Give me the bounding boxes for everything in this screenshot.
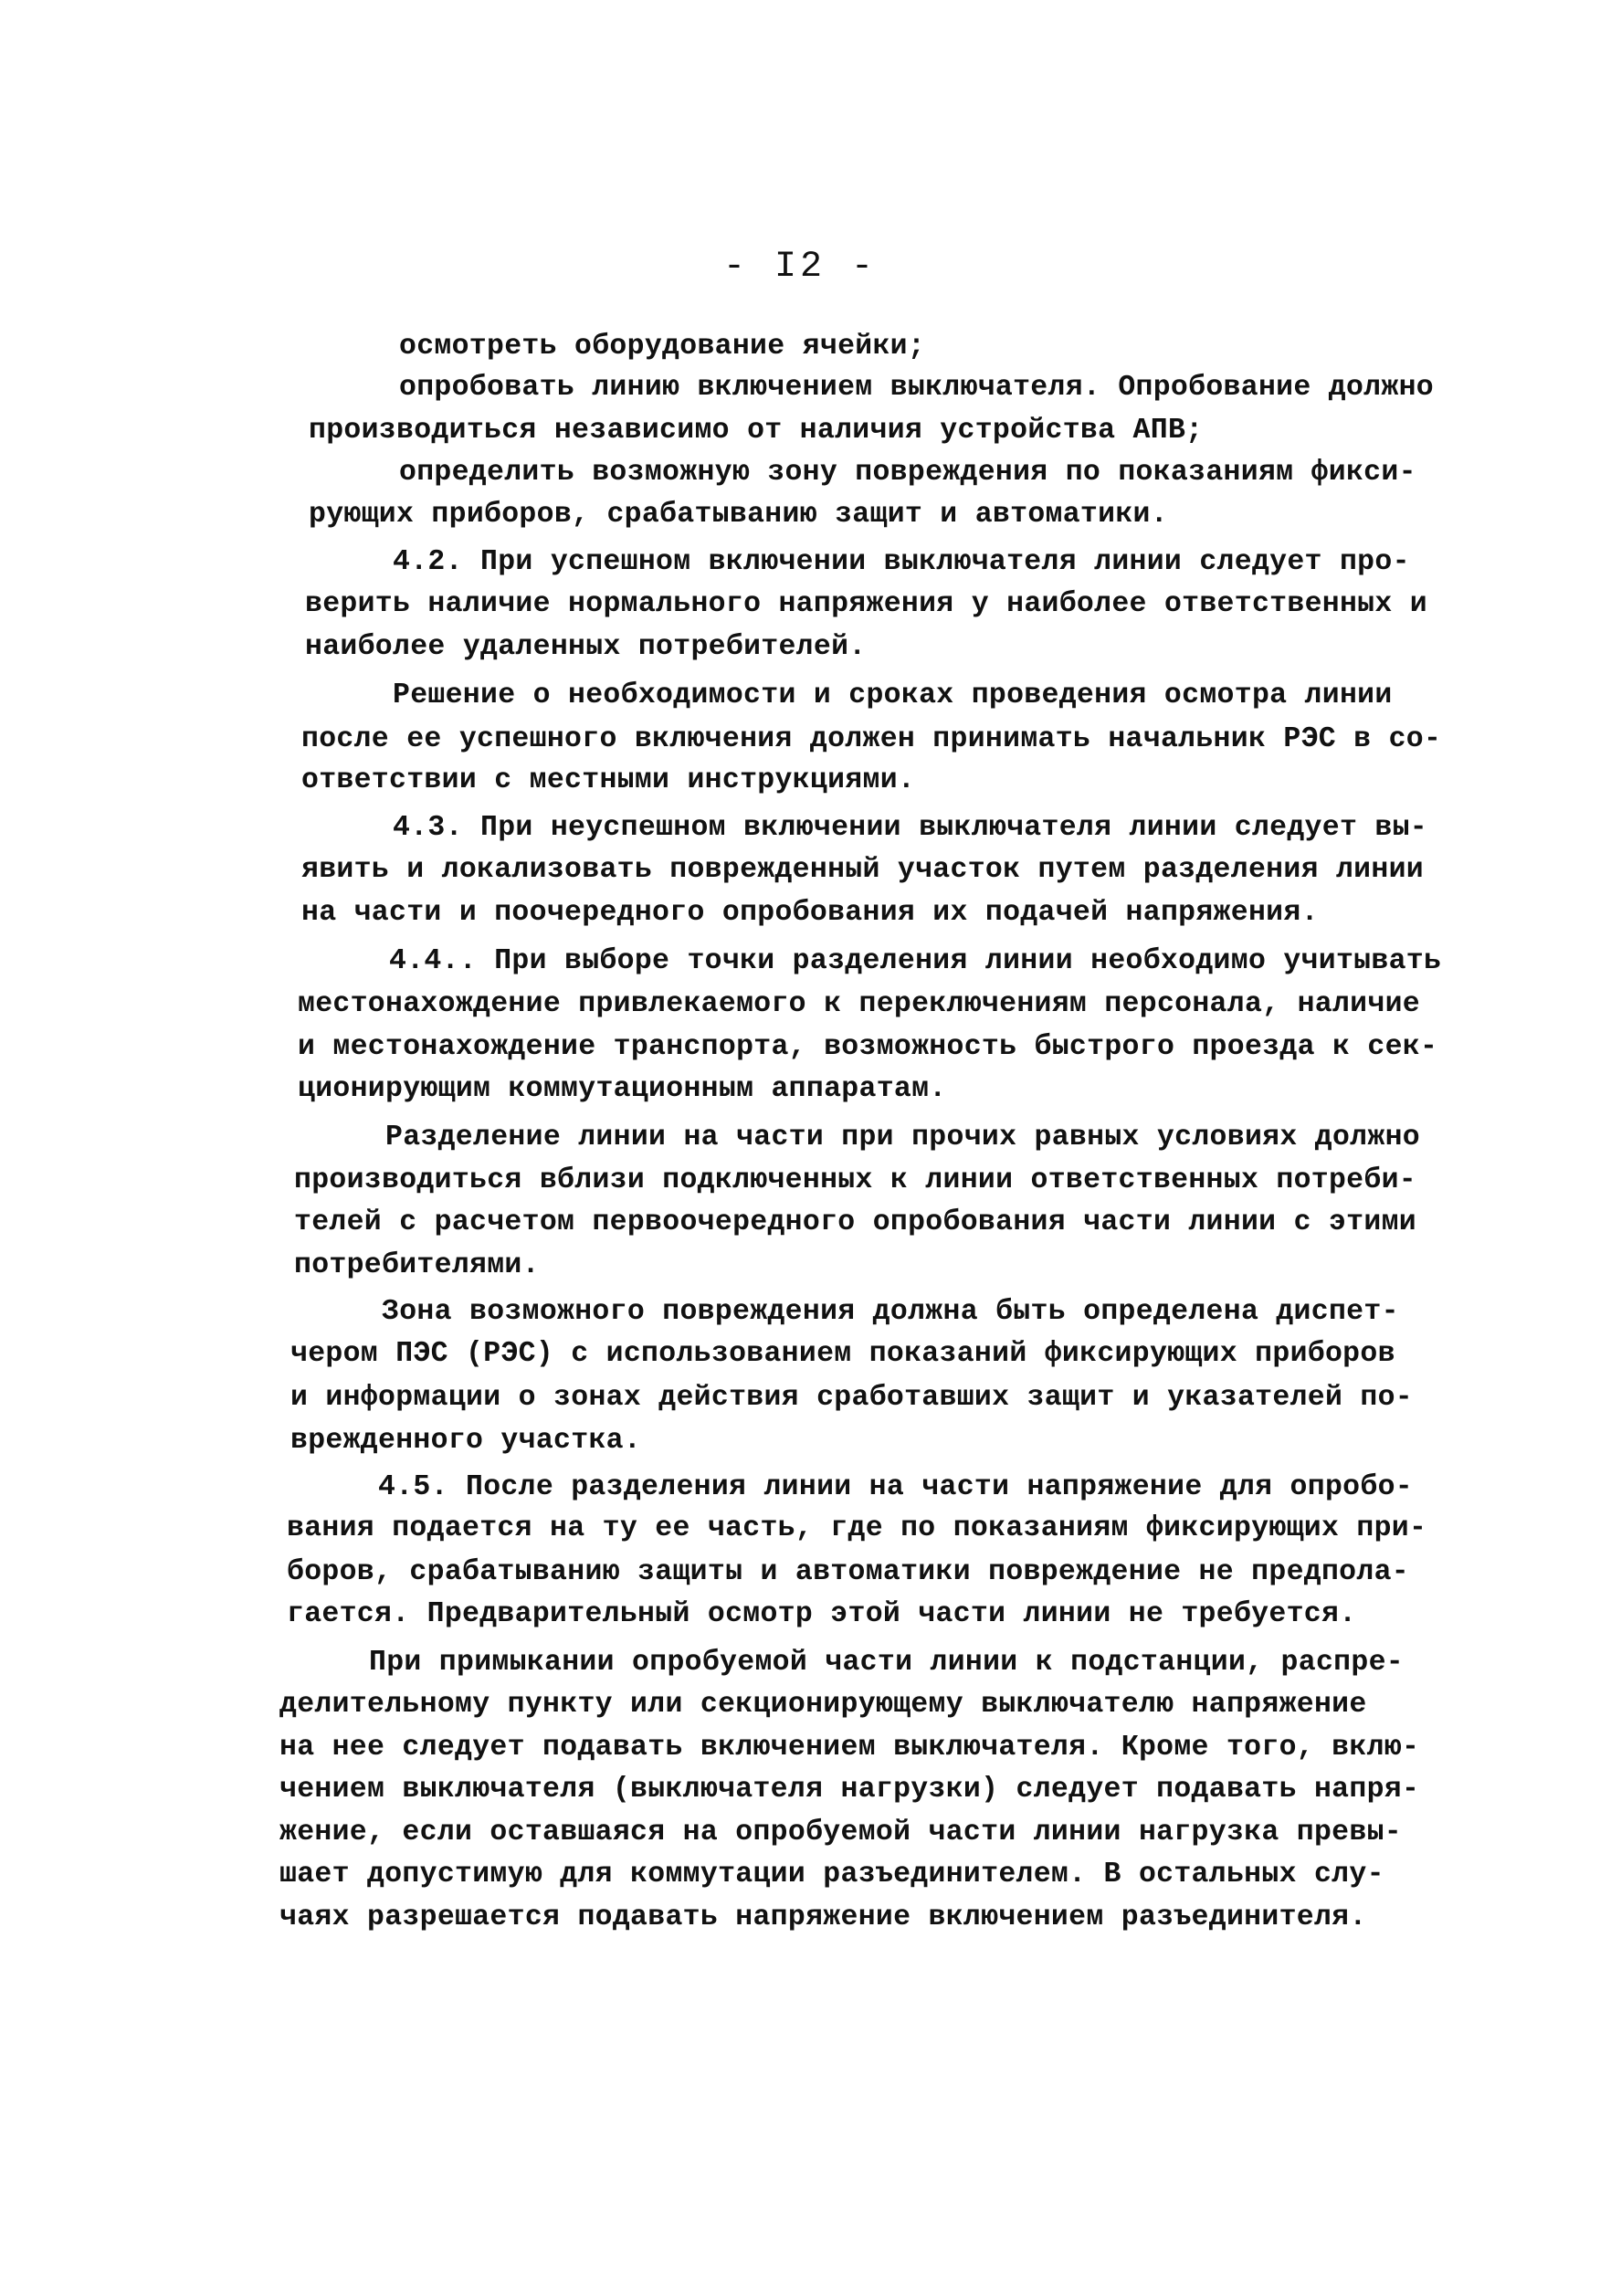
text-line: на нее следует подавать включением выключателя. Кроме того, вклю- bbox=[279, 1732, 1420, 1764]
text-line: 4.3. При неуспешном включении выключателя линии следует вы- bbox=[393, 812, 1427, 844]
text-line: делительному пункту или секционирующему выключателю напряжение bbox=[279, 1689, 1367, 1721]
text-line: осмотреть оборудование ячейки; bbox=[399, 331, 926, 363]
text-line: Зона возможного повреждения должна быть определена диспет- bbox=[382, 1296, 1399, 1328]
text-line: после ее успешного включения должен принимать начальник РЭС в со- bbox=[301, 723, 1442, 755]
text-line: и местонахождение транспорта, возможность быстрого проезда к сек- bbox=[298, 1031, 1438, 1063]
text-line: производиться независимо от наличия устройства АПВ; bbox=[309, 415, 1204, 447]
text-line: ционирующим коммутационным аппаратам. bbox=[298, 1073, 947, 1105]
text-line: Разделение линии на части при прочих равных условиях должно bbox=[385, 1122, 1420, 1153]
text-line: рующих приборов, срабатыванию защит и автоматики. bbox=[309, 499, 1168, 531]
text-line: 4.4.. При выборе точки разделения линии необходимо учитывать bbox=[389, 945, 1442, 977]
text-line: опробовать линию включением выключателя. Опробование должно bbox=[399, 372, 1434, 404]
text-line: и информации о зонах действия сработавших защит и указателей по- bbox=[290, 1382, 1413, 1414]
text-line: вания подается на ту ее часть, где по показаниям фиксирующих при- bbox=[287, 1512, 1427, 1544]
text-line: шает допустимую для коммутации разъединителем. В остальных слу- bbox=[279, 1859, 1384, 1891]
text-line: При примыкании опробуемой части линии к подстанции, распре- bbox=[369, 1647, 1404, 1679]
text-line: чером ПЭС (РЭС) с использованием показаний фиксирующих приборов bbox=[290, 1338, 1395, 1370]
text-line: боров, срабатыванию защиты и автоматики повреждение не предпола- bbox=[287, 1556, 1409, 1588]
text-line: Решение о необходимости и сроках проведения осмотра линии bbox=[393, 679, 1393, 711]
text-line: определить возможную зону повреждения по показаниям фикси- bbox=[399, 457, 1416, 489]
page-number: - I2 - bbox=[722, 247, 878, 288]
text-line: верить наличие нормального напряжения у наиболее ответственных и bbox=[305, 588, 1427, 620]
text-line: местонахождение привлекаемого к переключениям персонала, наличие bbox=[298, 988, 1420, 1020]
text-line: потребителями. bbox=[294, 1249, 540, 1281]
text-line: чением выключателя (выключателя нагрузки) следует подавать напря- bbox=[279, 1774, 1420, 1806]
text-line: ответствии с местными инструкциями. bbox=[301, 764, 916, 796]
text-line: чаях разрешается подавать напряжение включением разъединителя. bbox=[279, 1901, 1367, 1933]
text-line: жение, если оставшаяся на опробуемой части линии нагрузка превы- bbox=[279, 1817, 1402, 1848]
text-line: гается. Предварительный осмотр этой части линии не требуется. bbox=[287, 1598, 1357, 1630]
text-line: наиболее удаленных потребителей. bbox=[305, 631, 867, 663]
text-line: врежденного участка. bbox=[290, 1425, 642, 1457]
text-line: на части и поочередного опробования их подачей напряжения. bbox=[301, 897, 1319, 929]
text-line: производиться вблизи подключенных к линии ответственных потреби- bbox=[294, 1164, 1416, 1196]
text-line: явить и локализовать поврежденный участок путем разделения линии bbox=[301, 854, 1424, 886]
text-line: 4.2. При успешном включении выключателя линии следует про- bbox=[393, 546, 1410, 578]
text-line: 4.5. После разделения линии на части напряжение для опробо- bbox=[378, 1471, 1413, 1503]
text-line: телей с расчетом первоочередного опробования части линии с этими bbox=[294, 1206, 1416, 1238]
